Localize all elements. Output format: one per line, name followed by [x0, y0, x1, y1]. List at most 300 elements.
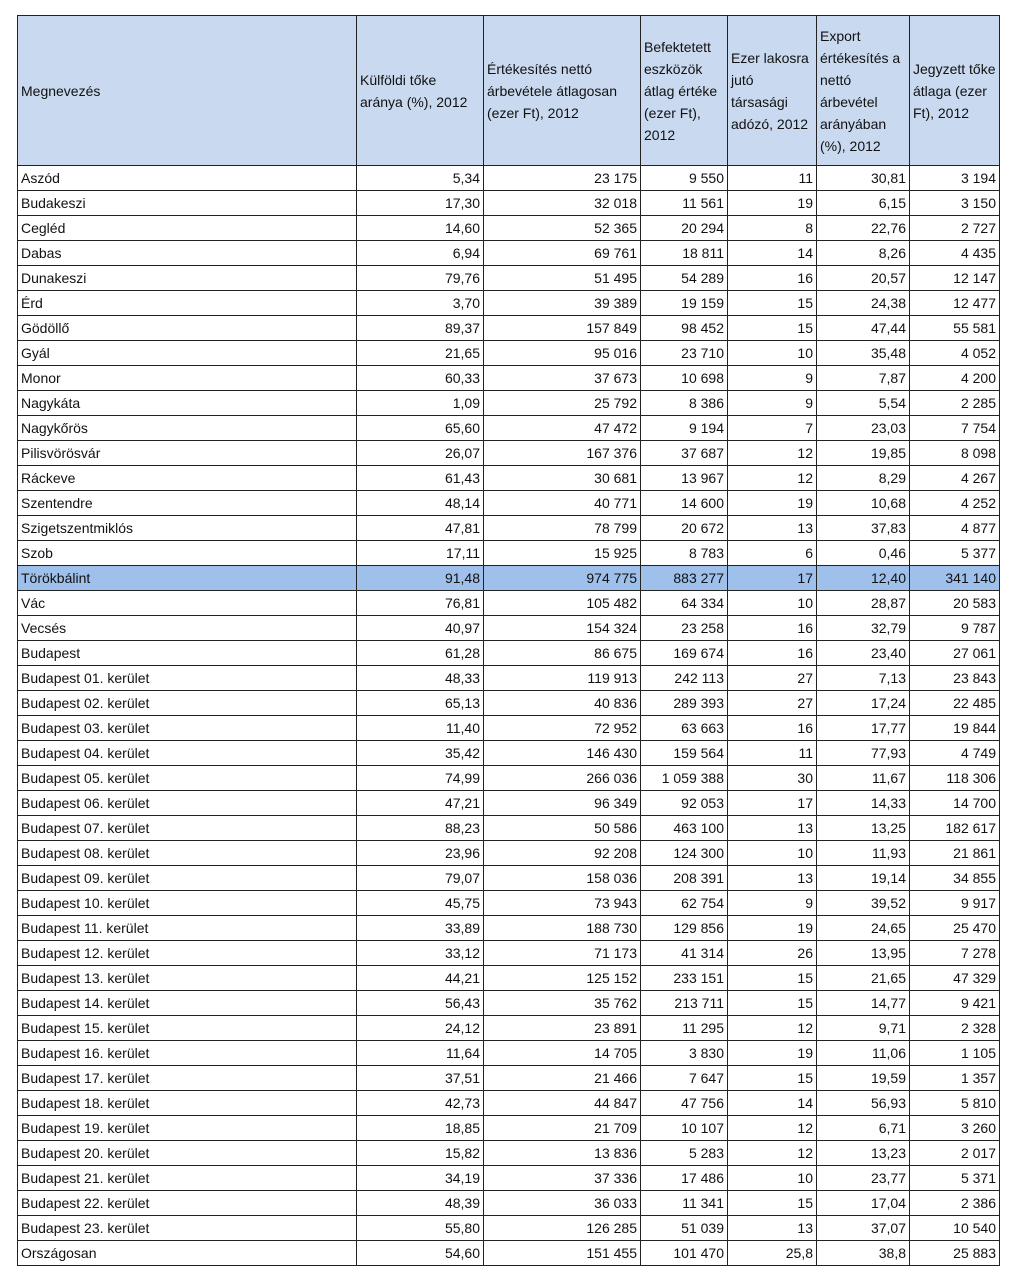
- cell-taxpayers: 27: [728, 691, 817, 716]
- cell-fixed-assets: 98 452: [641, 316, 728, 341]
- table-row: [18, 291, 1000, 316]
- cell-fixed-assets: 11 341: [641, 1191, 728, 1216]
- cell-taxpayers: 13: [728, 816, 817, 841]
- cell-export-share: 11,06: [817, 1041, 910, 1066]
- cell-fixed-assets: 47 756: [641, 1091, 728, 1116]
- cell-name: Ráckeve: [18, 466, 357, 491]
- cell-fixed-assets: 159 564: [641, 741, 728, 766]
- cell-name: Budapest 12. kerület: [18, 941, 357, 966]
- cell-taxpayers: 11: [728, 166, 817, 191]
- cell-taxpayers: 11: [728, 741, 817, 766]
- cell-net-revenue: 71 173: [484, 941, 641, 966]
- cell-registered-capital: 8 098: [910, 441, 1000, 466]
- cell-export-share: 8,26: [817, 241, 910, 266]
- cell-foreign-capital: 45,75: [357, 891, 484, 916]
- cell-registered-capital: 55 581: [910, 316, 1000, 341]
- cell-fixed-assets: 23 710: [641, 341, 728, 366]
- cell-name: Budapest 07. kerület: [18, 816, 357, 841]
- cell-foreign-capital: 47,81: [357, 516, 484, 541]
- cell-foreign-capital: 48,39: [357, 1191, 484, 1216]
- cell-name: Szob: [18, 541, 357, 566]
- cell-registered-capital: 2 285: [910, 391, 1000, 416]
- cell-registered-capital: 4 877: [910, 516, 1000, 541]
- table-row: [18, 691, 1000, 716]
- cell-name: Budapest 14. kerület: [18, 991, 357, 1016]
- cell-foreign-capital: 79,07: [357, 866, 484, 891]
- cell-registered-capital: 341 140: [910, 566, 1000, 591]
- cell-export-share: 10,68: [817, 491, 910, 516]
- cell-fixed-assets: 101 470: [641, 1241, 728, 1266]
- cell-taxpayers: 12: [728, 466, 817, 491]
- table-row: [18, 516, 1000, 541]
- cell-foreign-capital: 5,34: [357, 166, 484, 191]
- cell-export-share: 11,67: [817, 766, 910, 791]
- cell-registered-capital: 9 787: [910, 616, 1000, 641]
- cell-export-share: 30,81: [817, 166, 910, 191]
- cell-taxpayers: 12: [728, 1116, 817, 1141]
- cell-taxpayers: 6: [728, 541, 817, 566]
- cell-fixed-assets: 11 295: [641, 1016, 728, 1041]
- cell-foreign-capital: 79,76: [357, 266, 484, 291]
- cell-net-revenue: 14 705: [484, 1041, 641, 1066]
- cell-foreign-capital: 42,73: [357, 1091, 484, 1116]
- cell-export-share: 39,52: [817, 891, 910, 916]
- cell-taxpayers: 13: [728, 866, 817, 891]
- cell-registered-capital: 7 754: [910, 416, 1000, 441]
- table-row: [18, 1041, 1000, 1066]
- table-row: [18, 791, 1000, 816]
- cell-taxpayers: 15: [728, 1066, 817, 1091]
- cell-registered-capital: 1 357: [910, 1066, 1000, 1091]
- cell-registered-capital: 1 105: [910, 1041, 1000, 1066]
- table-row: [18, 416, 1000, 441]
- table-body: [18, 166, 1000, 1266]
- cell-net-revenue: 50 586: [484, 816, 641, 841]
- cell-net-revenue: 21 466: [484, 1066, 641, 1091]
- cell-name: Budapest 19. kerület: [18, 1116, 357, 1141]
- table-row: [18, 1166, 1000, 1191]
- cell-net-revenue: 40 771: [484, 491, 641, 516]
- cell-foreign-capital: 34,19: [357, 1166, 484, 1191]
- cell-taxpayers: 10: [728, 1166, 817, 1191]
- cell-name: Országosan: [18, 1241, 357, 1266]
- cell-net-revenue: 23 891: [484, 1016, 641, 1041]
- cell-net-revenue: 36 033: [484, 1191, 641, 1216]
- cell-registered-capital: 9 421: [910, 991, 1000, 1016]
- cell-foreign-capital: 23,96: [357, 841, 484, 866]
- cell-registered-capital: 4 052: [910, 341, 1000, 366]
- cell-fixed-assets: 54 289: [641, 266, 728, 291]
- cell-foreign-capital: 44,21: [357, 966, 484, 991]
- cell-foreign-capital: 24,12: [357, 1016, 484, 1041]
- cell-registered-capital: 3 260: [910, 1116, 1000, 1141]
- cell-name: Monor: [18, 366, 357, 391]
- cell-export-share: 35,48: [817, 341, 910, 366]
- cell-name: Pilisvörösvár: [18, 441, 357, 466]
- cell-registered-capital: 5 377: [910, 541, 1000, 566]
- table-row: [18, 391, 1000, 416]
- cell-foreign-capital: 37,51: [357, 1066, 484, 1091]
- header-cell-taxpayers: Ezer lakosra jutó társasági adózó, 2012: [728, 16, 817, 166]
- cell-registered-capital: 14 700: [910, 791, 1000, 816]
- cell-net-revenue: 125 152: [484, 966, 641, 991]
- cell-fixed-assets: 10 107: [641, 1116, 728, 1141]
- cell-taxpayers: 15: [728, 966, 817, 991]
- cell-foreign-capital: 14,60: [357, 216, 484, 241]
- cell-taxpayers: 27: [728, 666, 817, 691]
- cell-name: Gödöllő: [18, 316, 357, 341]
- cell-export-share: 9,71: [817, 1016, 910, 1041]
- cell-net-revenue: 126 285: [484, 1216, 641, 1241]
- cell-taxpayers: 10: [728, 591, 817, 616]
- cell-foreign-capital: 47,21: [357, 791, 484, 816]
- cell-taxpayers: 12: [728, 1016, 817, 1041]
- cell-foreign-capital: 91,48: [357, 566, 484, 591]
- table-row: [18, 841, 1000, 866]
- cell-registered-capital: 4 252: [910, 491, 1000, 516]
- cell-name: Budapest 21. kerület: [18, 1166, 357, 1191]
- cell-fixed-assets: 23 258: [641, 616, 728, 641]
- cell-foreign-capital: 35,42: [357, 741, 484, 766]
- cell-registered-capital: 20 583: [910, 591, 1000, 616]
- cell-export-share: 14,77: [817, 991, 910, 1016]
- table-row: [18, 191, 1000, 216]
- table-row: [18, 816, 1000, 841]
- cell-net-revenue: 37 336: [484, 1166, 641, 1191]
- table-row: [18, 491, 1000, 516]
- cell-fixed-assets: 289 393: [641, 691, 728, 716]
- cell-foreign-capital: 60,33: [357, 366, 484, 391]
- cell-name: Budapest 16. kerület: [18, 1041, 357, 1066]
- table-row: [18, 641, 1000, 666]
- cell-export-share: 6,15: [817, 191, 910, 216]
- table-row: [18, 316, 1000, 341]
- table-row: [18, 266, 1000, 291]
- table-row: [18, 466, 1000, 491]
- table-row: [18, 591, 1000, 616]
- cell-taxpayers: 14: [728, 1091, 817, 1116]
- cell-fixed-assets: 64 334: [641, 591, 728, 616]
- cell-fixed-assets: 62 754: [641, 891, 728, 916]
- table-row: [18, 241, 1000, 266]
- cell-registered-capital: 118 306: [910, 766, 1000, 791]
- cell-net-revenue: 47 472: [484, 416, 641, 441]
- cell-fixed-assets: 129 856: [641, 916, 728, 941]
- cell-taxpayers: 10: [728, 341, 817, 366]
- cell-fixed-assets: 92 053: [641, 791, 728, 816]
- cell-registered-capital: 12 477: [910, 291, 1000, 316]
- cell-foreign-capital: 88,23: [357, 816, 484, 841]
- cell-net-revenue: 105 482: [484, 591, 641, 616]
- cell-registered-capital: 34 855: [910, 866, 1000, 891]
- cell-name: Budapest 05. kerület: [18, 766, 357, 791]
- cell-taxpayers: 16: [728, 266, 817, 291]
- data-table-container: [17, 15, 1000, 1266]
- table-row: [18, 766, 1000, 791]
- table-row: [18, 1091, 1000, 1116]
- cell-fixed-assets: 51 039: [641, 1216, 728, 1241]
- cell-foreign-capital: 18,85: [357, 1116, 484, 1141]
- table-row: [18, 166, 1000, 191]
- cell-export-share: 0,46: [817, 541, 910, 566]
- cell-taxpayers: 19: [728, 491, 817, 516]
- cell-taxpayers: 12: [728, 441, 817, 466]
- cell-foreign-capital: 89,37: [357, 316, 484, 341]
- cell-net-revenue: 974 775: [484, 566, 641, 591]
- cell-name: Törökbálint: [18, 566, 357, 591]
- cell-net-revenue: 32 018: [484, 191, 641, 216]
- cell-net-revenue: 25 792: [484, 391, 641, 416]
- table-row: [18, 1016, 1000, 1041]
- cell-fixed-assets: 7 647: [641, 1066, 728, 1091]
- cell-net-revenue: 52 365: [484, 216, 641, 241]
- cell-registered-capital: 2 017: [910, 1141, 1000, 1166]
- cell-fixed-assets: 169 674: [641, 641, 728, 666]
- table-row: [18, 366, 1000, 391]
- cell-registered-capital: 23 843: [910, 666, 1000, 691]
- cell-registered-capital: 10 540: [910, 1216, 1000, 1241]
- cell-foreign-capital: 48,33: [357, 666, 484, 691]
- cell-name: Budapest 23. kerület: [18, 1216, 357, 1241]
- cell-foreign-capital: 26,07: [357, 441, 484, 466]
- cell-name: Budapest 18. kerület: [18, 1091, 357, 1116]
- cell-registered-capital: 3 150: [910, 191, 1000, 216]
- cell-name: Budapest 11. kerület: [18, 916, 357, 941]
- table-row: [18, 616, 1000, 641]
- cell-registered-capital: 4 200: [910, 366, 1000, 391]
- cell-taxpayers: 9: [728, 891, 817, 916]
- cell-fixed-assets: 1 059 388: [641, 766, 728, 791]
- cell-fixed-assets: 5 283: [641, 1141, 728, 1166]
- table-row: [18, 716, 1000, 741]
- cell-net-revenue: 158 036: [484, 866, 641, 891]
- cell-export-share: 14,33: [817, 791, 910, 816]
- cell-name: Dabas: [18, 241, 357, 266]
- cell-foreign-capital: 3,70: [357, 291, 484, 316]
- cell-fixed-assets: 11 561: [641, 191, 728, 216]
- cell-fixed-assets: 8 386: [641, 391, 728, 416]
- cell-net-revenue: 37 673: [484, 366, 641, 391]
- cell-foreign-capital: 6,94: [357, 241, 484, 266]
- cell-taxpayers: 8: [728, 216, 817, 241]
- cell-net-revenue: 167 376: [484, 441, 641, 466]
- cell-name: Budapest 10. kerület: [18, 891, 357, 916]
- cell-name: Gyál: [18, 341, 357, 366]
- cell-taxpayers: 25,8: [728, 1241, 817, 1266]
- cell-name: Budapest 01. kerület: [18, 666, 357, 691]
- cell-net-revenue: 119 913: [484, 666, 641, 691]
- cell-name: Budapest 03. kerület: [18, 716, 357, 741]
- cell-export-share: 23,03: [817, 416, 910, 441]
- cell-registered-capital: 12 147: [910, 266, 1000, 291]
- cell-foreign-capital: 61,43: [357, 466, 484, 491]
- table-row: [18, 966, 1000, 991]
- cell-fixed-assets: 463 100: [641, 816, 728, 841]
- cell-export-share: 17,04: [817, 1191, 910, 1216]
- cell-net-revenue: 188 730: [484, 916, 641, 941]
- cell-registered-capital: 25 883: [910, 1241, 1000, 1266]
- cell-net-revenue: 157 849: [484, 316, 641, 341]
- cell-registered-capital: 19 844: [910, 716, 1000, 741]
- cell-fixed-assets: 13 967: [641, 466, 728, 491]
- cell-registered-capital: 21 861: [910, 841, 1000, 866]
- cell-name: Budakeszi: [18, 191, 357, 216]
- cell-name: Budapest 17. kerület: [18, 1066, 357, 1091]
- cell-foreign-capital: 48,14: [357, 491, 484, 516]
- cell-name: Budapest 04. kerület: [18, 741, 357, 766]
- cell-export-share: 32,79: [817, 616, 910, 641]
- cell-fixed-assets: 19 159: [641, 291, 728, 316]
- cell-foreign-capital: 17,30: [357, 191, 484, 216]
- cell-export-share: 13,25: [817, 816, 910, 841]
- cell-taxpayers: 15: [728, 991, 817, 1016]
- table-row: [18, 216, 1000, 241]
- cell-taxpayers: 17: [728, 791, 817, 816]
- table-row: [18, 916, 1000, 941]
- cell-foreign-capital: 61,28: [357, 641, 484, 666]
- cell-export-share: 17,24: [817, 691, 910, 716]
- cell-registered-capital: 22 485: [910, 691, 1000, 716]
- cell-registered-capital: 47 329: [910, 966, 1000, 991]
- cell-taxpayers: 13: [728, 1216, 817, 1241]
- cell-taxpayers: 15: [728, 1191, 817, 1216]
- header-row: [18, 16, 1000, 166]
- cell-fixed-assets: 9 550: [641, 166, 728, 191]
- cell-net-revenue: 151 455: [484, 1241, 641, 1266]
- cell-foreign-capital: 11,40: [357, 716, 484, 741]
- cell-taxpayers: 16: [728, 616, 817, 641]
- cell-taxpayers: 15: [728, 316, 817, 341]
- cell-name: Budapest 13. kerület: [18, 966, 357, 991]
- cell-registered-capital: 4 267: [910, 466, 1000, 491]
- cell-fixed-assets: 17 486: [641, 1166, 728, 1191]
- cell-registered-capital: 5 371: [910, 1166, 1000, 1191]
- cell-fixed-assets: 883 277: [641, 566, 728, 591]
- cell-name: Budapest 15. kerület: [18, 1016, 357, 1041]
- cell-taxpayers: 12: [728, 1141, 817, 1166]
- cell-fixed-assets: 233 151: [641, 966, 728, 991]
- cell-export-share: 19,59: [817, 1066, 910, 1091]
- cell-export-share: 20,57: [817, 266, 910, 291]
- cell-export-share: 19,14: [817, 866, 910, 891]
- cell-export-share: 22,76: [817, 216, 910, 241]
- cell-net-revenue: 30 681: [484, 466, 641, 491]
- cell-registered-capital: 25 470: [910, 916, 1000, 941]
- cell-net-revenue: 72 952: [484, 716, 641, 741]
- table-row: [18, 1191, 1000, 1216]
- cell-foreign-capital: 76,81: [357, 591, 484, 616]
- cell-net-revenue: 39 389: [484, 291, 641, 316]
- cell-name: Budapest 08. kerület: [18, 841, 357, 866]
- cell-foreign-capital: 17,11: [357, 541, 484, 566]
- cell-export-share: 77,93: [817, 741, 910, 766]
- cell-net-revenue: 78 799: [484, 516, 641, 541]
- cell-name: Vecsés: [18, 616, 357, 641]
- header-cell-name: Megnevezés: [18, 16, 357, 166]
- cell-name: Budapest 09. kerület: [18, 866, 357, 891]
- cell-name: Budapest 06. kerület: [18, 791, 357, 816]
- cell-foreign-capital: 54,60: [357, 1241, 484, 1266]
- cell-net-revenue: 13 836: [484, 1141, 641, 1166]
- cell-taxpayers: 17: [728, 566, 817, 591]
- cell-fixed-assets: 18 811: [641, 241, 728, 266]
- header-cell-export-share: Export értékesítés a nettó árbevétel arányában (%), 2012: [817, 16, 910, 166]
- cell-net-revenue: 44 847: [484, 1091, 641, 1116]
- cell-taxpayers: 16: [728, 716, 817, 741]
- cell-export-share: 56,93: [817, 1091, 910, 1116]
- cell-export-share: 38,8: [817, 1241, 910, 1266]
- table-row: [18, 1241, 1000, 1266]
- cell-export-share: 17,77: [817, 716, 910, 741]
- cell-export-share: 23,77: [817, 1166, 910, 1191]
- cell-export-share: 7,87: [817, 366, 910, 391]
- cell-name: Dunakeszi: [18, 266, 357, 291]
- cell-export-share: 21,65: [817, 966, 910, 991]
- cell-registered-capital: 2 328: [910, 1016, 1000, 1041]
- cell-net-revenue: 69 761: [484, 241, 641, 266]
- cell-export-share: 11,93: [817, 841, 910, 866]
- cell-foreign-capital: 65,13: [357, 691, 484, 716]
- cell-fixed-assets: 213 711: [641, 991, 728, 1016]
- cell-fixed-assets: 20 672: [641, 516, 728, 541]
- cell-export-share: 37,83: [817, 516, 910, 541]
- header-cell-net-revenue: Értékesítés nettó árbevétele átlagosan (ezer Ft), 2012: [484, 16, 641, 166]
- cell-export-share: 24,65: [817, 916, 910, 941]
- cell-name: Érd: [18, 291, 357, 316]
- cell-export-share: 13,23: [817, 1141, 910, 1166]
- cell-export-share: 28,87: [817, 591, 910, 616]
- statistics-table: [17, 15, 1000, 1266]
- cell-fixed-assets: 41 314: [641, 941, 728, 966]
- cell-foreign-capital: 11,64: [357, 1041, 484, 1066]
- cell-registered-capital: 3 194: [910, 166, 1000, 191]
- cell-taxpayers: 19: [728, 191, 817, 216]
- cell-registered-capital: 2 386: [910, 1191, 1000, 1216]
- cell-taxpayers: 16: [728, 641, 817, 666]
- cell-name: Nagykáta: [18, 391, 357, 416]
- cell-taxpayers: 19: [728, 1041, 817, 1066]
- table-row: [18, 1066, 1000, 1091]
- table-row: [18, 991, 1000, 1016]
- cell-export-share: 23,40: [817, 641, 910, 666]
- cell-foreign-capital: 74,99: [357, 766, 484, 791]
- cell-fixed-assets: 9 194: [641, 416, 728, 441]
- table-row: [18, 741, 1000, 766]
- cell-export-share: 7,13: [817, 666, 910, 691]
- cell-fixed-assets: 10 698: [641, 366, 728, 391]
- cell-taxpayers: 15: [728, 291, 817, 316]
- table-row: [18, 441, 1000, 466]
- cell-fixed-assets: 37 687: [641, 441, 728, 466]
- cell-taxpayers: 9: [728, 366, 817, 391]
- table-row: [18, 891, 1000, 916]
- cell-foreign-capital: 33,89: [357, 916, 484, 941]
- cell-name: Budapest 02. kerület: [18, 691, 357, 716]
- table-row: [18, 666, 1000, 691]
- cell-foreign-capital: 15,82: [357, 1141, 484, 1166]
- table-row: [18, 941, 1000, 966]
- cell-net-revenue: 73 943: [484, 891, 641, 916]
- cell-fixed-assets: 124 300: [641, 841, 728, 866]
- table-header: [18, 16, 1000, 166]
- header-cell-fixed-assets: Befektetett eszközök átlag értéke (ezer Ft), 2012: [641, 16, 728, 166]
- cell-net-revenue: 15 925: [484, 541, 641, 566]
- cell-net-revenue: 86 675: [484, 641, 641, 666]
- cell-export-share: 24,38: [817, 291, 910, 316]
- cell-net-revenue: 92 208: [484, 841, 641, 866]
- cell-registered-capital: 27 061: [910, 641, 1000, 666]
- cell-net-revenue: 40 836: [484, 691, 641, 716]
